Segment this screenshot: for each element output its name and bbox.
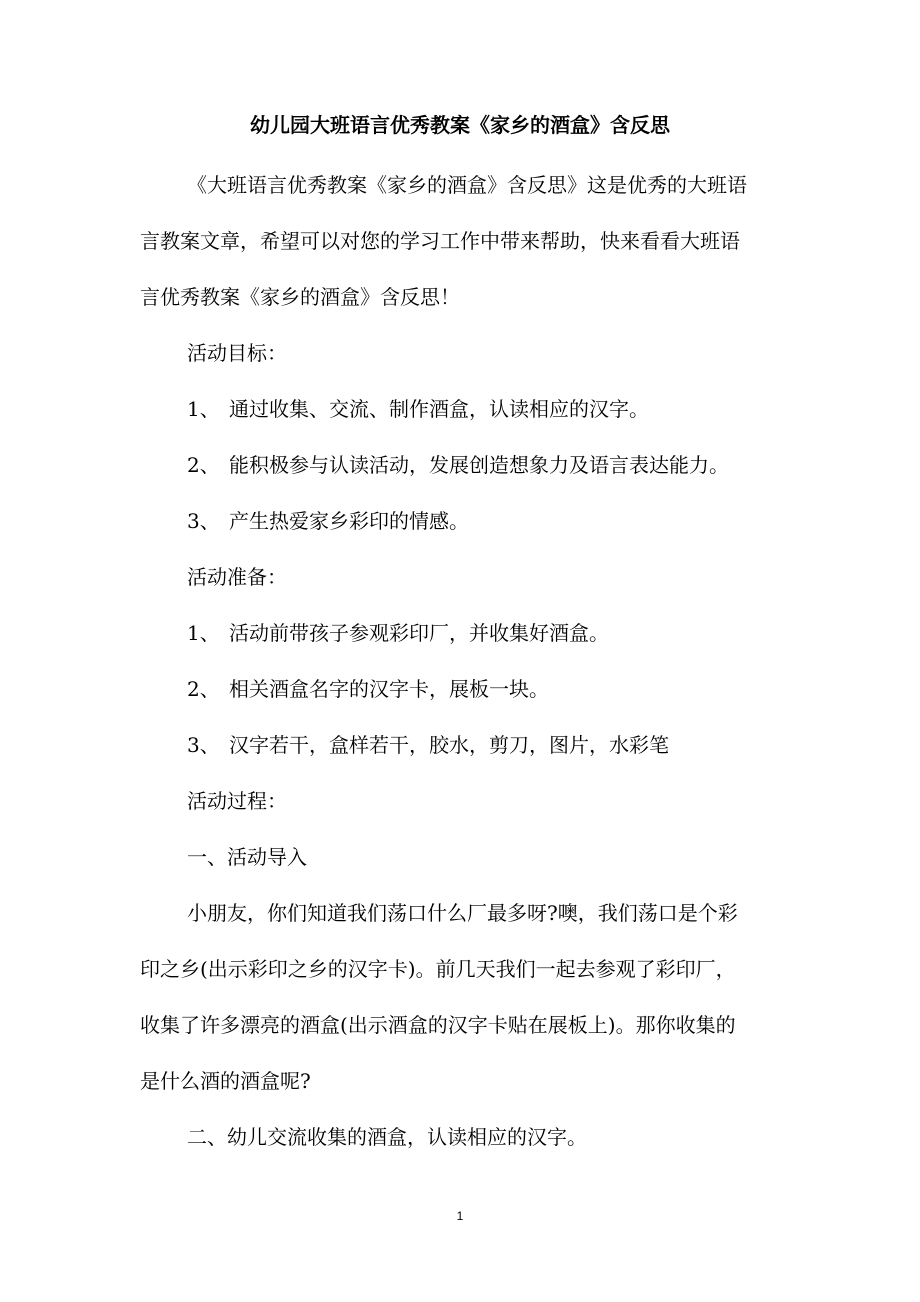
goal-text: 能积极参与认读活动，发展创造想象力及语言表达能力。 bbox=[229, 453, 729, 477]
goal-item-2 bbox=[187, 450, 800, 480]
prep-item-3 bbox=[187, 730, 800, 760]
step1-heading: 一、活动导入 bbox=[187, 845, 307, 869]
prep-heading: 活动准备： bbox=[187, 565, 287, 589]
page-number: 1 bbox=[456, 1209, 464, 1223]
goal-item-3 bbox=[187, 506, 800, 536]
intro-line-1: 《大班语言优秀教案《家乡的酒盒》含反思》这是优秀的大班语 bbox=[187, 173, 747, 197]
goal-number: 1、 bbox=[187, 397, 220, 421]
step2-heading: 二、幼儿交流收集的酒盒，认读相应的汉字。 bbox=[187, 1125, 587, 1149]
prep-number: 3、 bbox=[187, 733, 220, 757]
prep-item-1 bbox=[187, 618, 800, 648]
prep-number: 1、 bbox=[187, 621, 220, 645]
intro-line-3: 言优秀教案《家乡的酒盒》含反思！ bbox=[140, 285, 460, 309]
goal-number: 3、 bbox=[187, 509, 220, 533]
prep-text: 相关酒盒名字的汉字卡，展板一块。 bbox=[229, 677, 549, 701]
intro-line-2: 言教案文章，希望可以对您的学习工作中带来帮助，快来看看大班语 bbox=[140, 229, 740, 253]
document-title: 幼儿园大班语言优秀教案《家乡的酒盒》含反思 bbox=[250, 113, 670, 137]
prep-text: 活动前带孩子参观彩印厂，并收集好酒盒。 bbox=[229, 621, 609, 645]
step1-para-line-4: 是什么酒的酒盒呢? bbox=[140, 1069, 311, 1093]
process-heading: 活动过程： bbox=[187, 789, 287, 813]
prep-text: 汉字若干，盒样若干，胶水，剪刀，图片，水彩笔 bbox=[229, 733, 669, 757]
step1-para-line-3: 收集了许多漂亮的酒盒(出示酒盒的汉字卡贴在展板上)。那你收集的 bbox=[140, 1013, 736, 1037]
step1-para-line-2: 印之乡(出示彩印之乡的汉字卡)。前几天我们一起去参观了彩印厂， bbox=[140, 957, 736, 981]
prep-number: 2、 bbox=[187, 677, 220, 701]
goal-text: 通过收集、交流、制作酒盒，认读相应的汉字。 bbox=[229, 397, 649, 421]
prep-item-2 bbox=[187, 674, 800, 704]
step1-para-line-1: 小朋友，你们知道我们荡口什么厂最多呀?噢，我们荡口是个彩 bbox=[187, 901, 738, 925]
goals-heading: 活动目标： bbox=[187, 341, 287, 365]
goal-number: 2、 bbox=[187, 453, 220, 477]
goal-text: 产生热爱家乡彩印的情感。 bbox=[229, 509, 469, 533]
goal-item-1 bbox=[187, 394, 800, 424]
